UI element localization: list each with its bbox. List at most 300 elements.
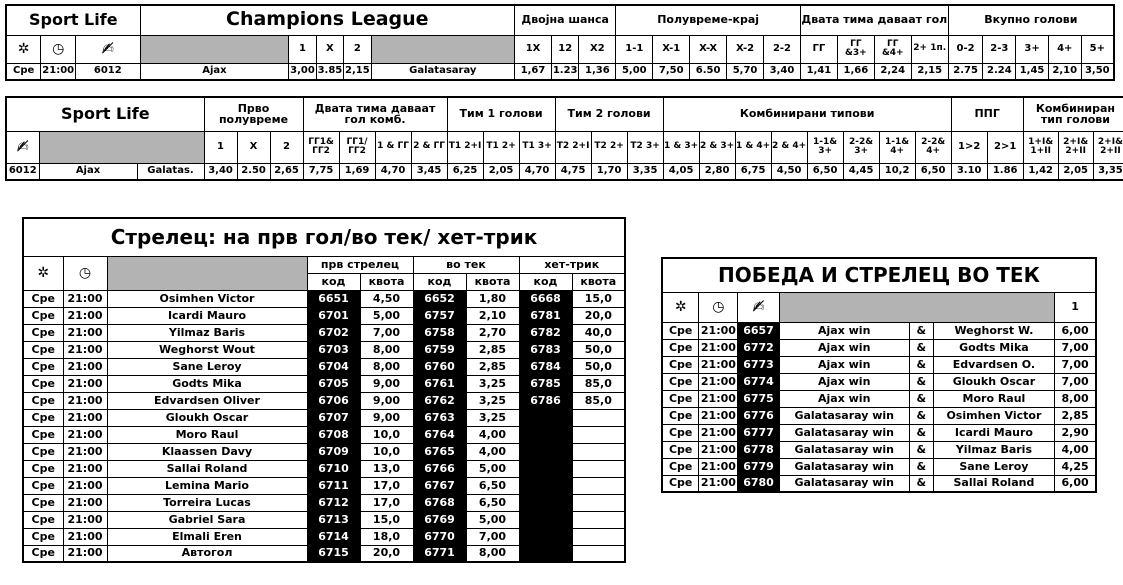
- match-day: Сре: [23, 545, 63, 562]
- col-bttsc: 1 & ГГ: [375, 131, 411, 163]
- match-time: 21:00: [63, 528, 107, 545]
- anytime-odd: 2,10: [466, 307, 519, 324]
- anytime-odd: 1,80: [466, 290, 519, 307]
- match-day: Сре: [23, 528, 63, 545]
- hattrick-odd: 85,0: [572, 392, 625, 409]
- col-btts: ГГ &4+: [874, 35, 911, 63]
- col-x: X: [316, 35, 343, 63]
- ppg-header: ППГ: [951, 97, 1023, 131]
- player-name: Icardi Mauro: [933, 424, 1055, 441]
- odd: 2,15: [344, 63, 371, 80]
- scorer-row: [23, 341, 625, 358]
- scorer-row: [23, 358, 625, 375]
- odd: 3,50: [1081, 63, 1114, 80]
- bet-code: 6774: [738, 373, 779, 390]
- player-name: Edvardsen O.: [933, 356, 1055, 373]
- col-btts: ГГ: [800, 35, 837, 63]
- first-scorer-code: 6712: [307, 494, 360, 511]
- player-name: Edvardsen Oliver: [107, 392, 307, 409]
- hattrick-code: 6783: [519, 341, 572, 358]
- hattrick-code: 6786: [519, 392, 572, 409]
- col-htft: X-2: [727, 35, 764, 63]
- match-day: Сре: [23, 494, 63, 511]
- hattrick-odd: 85,0: [572, 375, 625, 392]
- hattrick-odd: [572, 477, 625, 494]
- match-day: Сре: [662, 475, 699, 492]
- hattrick-code: [519, 511, 572, 528]
- match-time: 21:00: [63, 307, 107, 324]
- anytime-code: 6769: [413, 511, 466, 528]
- player-name: Weghorst W.: [933, 322, 1055, 339]
- col-t2: Т2 2+І: [555, 131, 591, 163]
- match-time: 21:00: [699, 407, 738, 424]
- odd: 2,90: [1055, 424, 1096, 441]
- col-ct: 1+І& 1+ІІ: [1023, 131, 1058, 163]
- col-comb: 1-1& 3+: [807, 131, 843, 163]
- home-team: Ajax: [140, 63, 289, 80]
- match-time: 21:00: [699, 458, 738, 475]
- col-1: 1: [289, 35, 316, 63]
- odd: 2,80: [699, 163, 735, 180]
- match-time: 21:00: [41, 63, 76, 80]
- player-name: Gloukh Oscar: [107, 409, 307, 426]
- odd: 1,70: [591, 163, 627, 180]
- player-name: Elmali Eren: [107, 528, 307, 545]
- col-total: 5+: [1081, 35, 1114, 63]
- team-win: Galatasaray win: [779, 407, 909, 424]
- player-name: Klaassen Davy: [107, 443, 307, 460]
- anytime-odd: 7,00: [466, 528, 519, 545]
- odd: 1,45: [1016, 63, 1049, 80]
- no-writing-icon: ✍̸: [738, 292, 779, 322]
- first-scorer-code: 6708: [307, 426, 360, 443]
- anytime-odd: 8,00: [466, 545, 519, 562]
- match-day: Сре: [23, 511, 63, 528]
- col-btts: ГГ &3+: [837, 35, 874, 63]
- first-scorer-odd: 4,50: [360, 290, 413, 307]
- anytime-odd: 5,00: [466, 511, 519, 528]
- odd: 6,25: [447, 163, 483, 180]
- header-spacer: [39, 131, 204, 163]
- win-scorer-row: [662, 322, 1096, 339]
- match-code: 6012: [76, 63, 140, 80]
- scorer-row: [23, 511, 625, 528]
- match-time: 21:00: [699, 339, 738, 356]
- col-htft: 2-2: [764, 35, 801, 63]
- hattrick-odd: [572, 528, 625, 545]
- ampersand: &: [909, 458, 933, 475]
- hattrick-odd: 40,0: [572, 324, 625, 341]
- odd: 4,25: [1055, 458, 1096, 475]
- scorer-row: [23, 375, 625, 392]
- player-name: Icardi Mauro: [107, 307, 307, 324]
- player-name: Osimhen Victor: [107, 290, 307, 307]
- first-scorer-odd: 9,00: [360, 409, 413, 426]
- odd: 6,75: [735, 163, 771, 180]
- hattrick-odd: [572, 494, 625, 511]
- odd: 3,45: [411, 163, 447, 180]
- player-name: Osimhen Victor: [933, 407, 1055, 424]
- odd: 10,2: [879, 163, 915, 180]
- first-scorer-code: 6711: [307, 477, 360, 494]
- match-time: 21:00: [63, 290, 107, 307]
- anytime-code: 6764: [413, 426, 466, 443]
- match-code: 6012: [6, 163, 39, 180]
- hattrick-code: [519, 528, 572, 545]
- col-comb: 1 & 4+: [735, 131, 771, 163]
- odd: 1,42: [1023, 163, 1058, 180]
- hattrick-code: [519, 409, 572, 426]
- double-chance-header: Двојна шанса: [515, 5, 616, 35]
- match-day: Сре: [23, 426, 63, 443]
- anytime-odd: 3,25: [466, 392, 519, 409]
- first-scorer-odd: 18,0: [360, 528, 413, 545]
- no-writing-icon: ✍̸: [76, 35, 140, 63]
- ampersand: &: [909, 407, 933, 424]
- player-name: Sane Leroy: [933, 458, 1055, 475]
- odd: 4,00: [1055, 441, 1096, 458]
- match-day: Сре: [23, 460, 63, 477]
- col-comb: 2-2& 4+: [915, 131, 951, 163]
- anytime-code: 6762: [413, 392, 466, 409]
- clock-icon: ◷: [41, 35, 76, 63]
- col-htft: 1-1: [616, 35, 653, 63]
- player-name: Gloukh Oscar: [933, 373, 1055, 390]
- anytime-odd: 2,85: [466, 341, 519, 358]
- team-win: Ajax win: [779, 356, 909, 373]
- col-comb: 2 & 4+: [771, 131, 807, 163]
- first-scorer-code: 6701: [307, 307, 360, 324]
- col-bttsc: ГГ1& ГГ2: [303, 131, 339, 163]
- hattrick-code: 6782: [519, 324, 572, 341]
- anytime-odd: 4,00: [466, 443, 519, 460]
- btts-comb-header: Двата тима даваат гол комб.: [303, 97, 447, 131]
- ampersand: &: [909, 475, 933, 492]
- match-time: 21:00: [63, 460, 107, 477]
- player-name: Gabriel Sara: [107, 511, 307, 528]
- player-name: Автогол: [107, 545, 307, 562]
- win-scorer-row: [662, 407, 1096, 424]
- ampersand: &: [909, 390, 933, 407]
- hattrick-code: [519, 477, 572, 494]
- first-scorer-code: 6707: [307, 409, 360, 426]
- odd: 3.10: [951, 163, 987, 180]
- anytime-odd: 3,25: [466, 375, 519, 392]
- scorer-row: [23, 426, 625, 443]
- anytime-odd: 6,50: [466, 494, 519, 511]
- hattrick-code: 6781: [519, 307, 572, 324]
- ampersand: &: [909, 339, 933, 356]
- match-time: 21:00: [63, 392, 107, 409]
- col-1: 1: [1055, 292, 1096, 322]
- win-scorer-row: [662, 441, 1096, 458]
- player-name: Godts Mika: [107, 375, 307, 392]
- first-scorer-odd: 15,0: [360, 511, 413, 528]
- odd: 8,00: [1055, 390, 1096, 407]
- odd: 5,70: [727, 63, 764, 80]
- col-ppg: 1>2: [951, 131, 987, 163]
- odd-header: квота: [466, 273, 519, 290]
- header-spacer: [371, 35, 515, 63]
- match-time: 21:00: [63, 324, 107, 341]
- first-scorer-odd: 9,00: [360, 392, 413, 409]
- anytime-code: 6770: [413, 528, 466, 545]
- brand-label: Sport Life: [6, 5, 140, 35]
- col-comb: 1-1& 4+: [879, 131, 915, 163]
- win-scorer-table: [661, 257, 1097, 493]
- anytime-code: 6766: [413, 460, 466, 477]
- col-dc: X2: [579, 35, 616, 63]
- player-name: Sallai Roland: [933, 475, 1055, 492]
- col-ct: 2+І& 2+ІІ: [1058, 131, 1093, 163]
- ampersand: &: [909, 424, 933, 441]
- team-win: Ajax win: [779, 373, 909, 390]
- odd: 2,85: [1055, 407, 1096, 424]
- match-day: Сре: [23, 392, 63, 409]
- col-ct: 2+І& 2+ІІ: [1093, 131, 1123, 163]
- scorer-row: [23, 307, 625, 324]
- team-win: Ajax win: [779, 322, 909, 339]
- hattrick-odd: [572, 426, 625, 443]
- win-scorer-row: [662, 424, 1096, 441]
- odd: 7,00: [1055, 356, 1096, 373]
- first-scorer-code: 6704: [307, 358, 360, 375]
- match-day: Сре: [23, 358, 63, 375]
- clock-icon: ◷: [63, 256, 107, 290]
- ampersand: &: [909, 441, 933, 458]
- team-win: Galatasaray win: [779, 458, 909, 475]
- match-row: [6, 63, 1114, 80]
- col-2: 2: [344, 35, 371, 63]
- header-spacer: [107, 256, 307, 290]
- hattrick-code: 6784: [519, 358, 572, 375]
- odd: 3,00: [289, 63, 316, 80]
- match-time: 21:00: [63, 409, 107, 426]
- odd: 2.50: [237, 163, 270, 180]
- anytime-code: 6763: [413, 409, 466, 426]
- col-fh: X: [237, 131, 270, 163]
- first-half-header: Прво полувреме: [204, 97, 303, 131]
- hattrick-odd: [572, 460, 625, 477]
- match-day: Сре: [23, 341, 63, 358]
- col-htft: X-1: [653, 35, 690, 63]
- scorer-title: Стрелец: на прв гол/во тек/ хет-трик: [23, 218, 625, 256]
- hattrick-odd: [572, 545, 625, 562]
- player-name: Sallai Roland: [107, 460, 307, 477]
- match-time: 21:00: [63, 477, 107, 494]
- ampersand: &: [909, 356, 933, 373]
- col-t1: Т1 3+: [519, 131, 555, 163]
- bet-code: 6772: [738, 339, 779, 356]
- anytime-code: 6760: [413, 358, 466, 375]
- anytime-code: 6767: [413, 477, 466, 494]
- sun-icon: ✲: [662, 292, 699, 322]
- match-day: Сре: [23, 324, 63, 341]
- clock-icon: ◷: [699, 292, 738, 322]
- match-time: 21:00: [63, 443, 107, 460]
- anytime-code: 6757: [413, 307, 466, 324]
- scorer-table: [22, 217, 626, 563]
- ampersand: &: [909, 322, 933, 339]
- anytime-code: 6771: [413, 545, 466, 562]
- first-scorer-odd: 7,00: [360, 324, 413, 341]
- match-day: Сре: [6, 63, 41, 80]
- match-day: Сре: [662, 339, 699, 356]
- odd: 2.75: [948, 63, 983, 80]
- team-win: Ajax win: [779, 339, 909, 356]
- match-time: 21:00: [63, 341, 107, 358]
- match-time: 21:00: [699, 373, 738, 390]
- anytime-odd: 3,25: [466, 409, 519, 426]
- match-time: 21:00: [63, 545, 107, 562]
- col-t2: Т2 2+: [591, 131, 627, 163]
- first-scorer-code: 6702: [307, 324, 360, 341]
- team1-header: Тим 1 голови: [447, 97, 555, 131]
- hattrick-odd: [572, 511, 625, 528]
- anytime-code: 6652: [413, 290, 466, 307]
- hattrick-odd: 50,0: [572, 341, 625, 358]
- odd: 3.85: [316, 63, 343, 80]
- hattrick-odd: 50,0: [572, 358, 625, 375]
- odd: 4,70: [375, 163, 411, 180]
- bet-code: 6776: [738, 407, 779, 424]
- odd: 2,05: [483, 163, 519, 180]
- hattrick-code: [519, 545, 572, 562]
- win-scorer-row: [662, 475, 1096, 492]
- player-name: Torreira Lucas: [107, 494, 307, 511]
- bet-code: 6657: [738, 322, 779, 339]
- odd: 1,69: [339, 163, 375, 180]
- col-fh: 2: [270, 131, 303, 163]
- first-scorer-odd: 9,00: [360, 375, 413, 392]
- col-t2: Т2 3+: [627, 131, 663, 163]
- first-scorer-header: прв стрелец: [307, 256, 413, 273]
- first-scorer-code: 6713: [307, 511, 360, 528]
- hattrick-code: [519, 494, 572, 511]
- odd: 3,40: [204, 163, 237, 180]
- hattrick-code: [519, 426, 572, 443]
- bet-code: 6773: [738, 356, 779, 373]
- scorer-row: [23, 528, 625, 545]
- first-scorer-code: 6714: [307, 528, 360, 545]
- first-scorer-odd: 8,00: [360, 358, 413, 375]
- match-time: 21:00: [699, 390, 738, 407]
- odd: 7,00: [1055, 339, 1096, 356]
- first-scorer-code: 6715: [307, 545, 360, 562]
- odd: 3,35: [627, 163, 663, 180]
- bet-code: 6777: [738, 424, 779, 441]
- first-scorer-code: 6651: [307, 290, 360, 307]
- match-day: Сре: [662, 322, 699, 339]
- hattrick-header: хет-трик: [519, 256, 625, 273]
- team-win: Galatasaray win: [779, 475, 909, 492]
- odd: 1,66: [837, 63, 874, 80]
- col-t1: Т1 2+І: [447, 131, 483, 163]
- match-day: Сре: [23, 443, 63, 460]
- hattrick-odd: 15,0: [572, 290, 625, 307]
- odd: 2,10: [1048, 63, 1081, 80]
- odd: 7,75: [303, 163, 339, 180]
- col-total: 0-2: [948, 35, 983, 63]
- match-time: 21:00: [699, 322, 738, 339]
- col-ppg: 2>1: [987, 131, 1023, 163]
- player-name: Sane Leroy: [107, 358, 307, 375]
- odd: 4,75: [555, 163, 591, 180]
- team-win: Galatasaray win: [779, 441, 909, 458]
- col-total: 3+: [1016, 35, 1049, 63]
- match-time: 21:00: [699, 475, 738, 492]
- anytime-odd: 5,00: [466, 460, 519, 477]
- combined-header: Комбинирани типови: [663, 97, 951, 131]
- first-scorer-odd: 13,0: [360, 460, 413, 477]
- match-day: Сре: [23, 477, 63, 494]
- player-name: Moro Raul: [933, 390, 1055, 407]
- col-htft: X-X: [690, 35, 727, 63]
- btts-header: Двата тима даваат гол: [800, 5, 948, 35]
- first-scorer-odd: 20,0: [360, 545, 413, 562]
- match-day: Сре: [662, 441, 699, 458]
- odd: 2,05: [1058, 163, 1093, 180]
- col-btts: 2+ 1п.: [911, 35, 948, 63]
- odd: 2.24: [983, 63, 1016, 80]
- first-scorer-code: 6706: [307, 392, 360, 409]
- odd: 1.86: [987, 163, 1023, 180]
- win-scorer-row: [662, 339, 1096, 356]
- first-scorer-odd: 17,0: [360, 494, 413, 511]
- hattrick-odd: [572, 443, 625, 460]
- player-name: Lemina Mario: [107, 477, 307, 494]
- win-scorer-row: [662, 356, 1096, 373]
- match-day: Сре: [23, 290, 63, 307]
- col-dc: 1X: [515, 35, 552, 63]
- scorer-row: [23, 443, 625, 460]
- bet-code: 6778: [738, 441, 779, 458]
- odd: 1,41: [800, 63, 837, 80]
- match-row: [6, 163, 1123, 180]
- total-goals-header: Вкупно голови: [948, 5, 1114, 35]
- ampersand: &: [909, 373, 933, 390]
- odd-header: квота: [360, 273, 413, 290]
- col-total: 2-3: [983, 35, 1016, 63]
- home-team: Ajax: [39, 163, 137, 180]
- bet-code: 6775: [738, 390, 779, 407]
- col-dc: 12: [551, 35, 578, 63]
- anytime-code: 6758: [413, 324, 466, 341]
- match-time: 21:00: [63, 511, 107, 528]
- player-name: Moro Raul: [107, 426, 307, 443]
- match-day: Сре: [23, 409, 63, 426]
- comb-type-header: Комбиниран тип голови: [1023, 97, 1123, 131]
- col-fh: 1: [204, 131, 237, 163]
- scorer-row: [23, 545, 625, 562]
- anytime-odd: 2,85: [466, 358, 519, 375]
- odd: 2,24: [874, 63, 911, 80]
- odd: 1,67: [515, 63, 552, 80]
- col-comb: 1 & 3+: [663, 131, 699, 163]
- col-total: 4+: [1048, 35, 1081, 63]
- first-scorer-code: 6703: [307, 341, 360, 358]
- match-time: 21:00: [699, 356, 738, 373]
- odd: 6.50: [690, 63, 727, 80]
- match-day: Сре: [662, 458, 699, 475]
- anytime-code: 6768: [413, 494, 466, 511]
- odd: 4,45: [843, 163, 879, 180]
- header-spacer: [779, 292, 1055, 322]
- odd: 2,15: [911, 63, 948, 80]
- odd: 5,00: [616, 63, 653, 80]
- odd: 4,05: [663, 163, 699, 180]
- anytime-odd: 6,50: [466, 477, 519, 494]
